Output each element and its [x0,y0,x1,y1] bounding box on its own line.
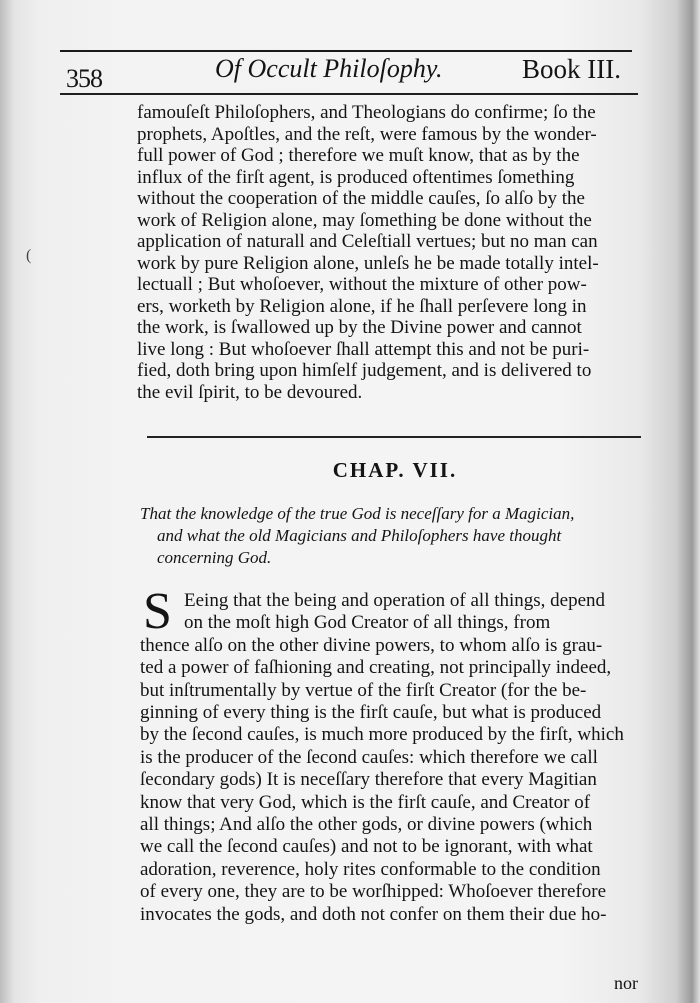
text-line: application of naturall and Celeſtiall vertues; but no man can [137,231,598,252]
continued-paragraph [137,102,645,403]
text-line: of every one, they are to be worſhipped: Whoſoever therefore [140,881,607,903]
text-line: on the moſt high God Creator of all things, from [184,612,551,634]
text-line: invocates the gods, and doth not confer on them their due ho- [140,903,607,925]
text-line: adoration, reverence, holy rites conformable to the condition [140,858,601,880]
chapter-title-line: That the knowledge of the true God is neceſſary for a Magician, [140,504,575,523]
text-line: work of Religion alone, may ſomething be done without the [137,209,592,231]
chapter-title [140,503,650,569]
catchword: nor [614,973,638,993]
chapter-title-line: concerning God. [157,548,272,567]
text-line: ted a power of faſhioning and creating, not principally indeed, [140,657,612,679]
text-line: Eeing that the being and operation of all things, depend [184,590,606,611]
text-line: prophets, Apoſtles, and the reſt, were famous by the wonder- [137,123,597,145]
text-line: ſecondary gods) It is neceſſary therefore that every Magitian [140,769,597,791]
text-line: fied, doth bring upon himſelf judgement, and is delivered to [137,360,592,381]
chapter-heading: CHAP. VII. [332,458,458,482]
text-line: by the ſecond cauſes, is much more produced by the firſt, which [140,724,624,746]
text-line: without the cooperation of the middle cauſes, ſo alſo by the [137,188,585,209]
text-line: thence alſo on the other divine powers, to whom alſo is grau- [140,634,603,656]
text-line: the work, is ſwallowed up by the Divine power and cannot [137,317,582,338]
text-line: we call the ſecond cauſes) and not to be ignorant, with what [140,836,593,858]
text-line: is the producer of the ſecond cauſes: which therefore we call [140,746,598,768]
running-header [60,52,640,92]
text-line: work by pure Religion alone, unleſs he be made totally intel- [137,252,599,274]
text-line: the evil ſpirit, to be devoured. [137,381,363,403]
header-rule [60,93,638,95]
running-title: Of Occult Philoſophy. [215,54,443,83]
text-line: all things; And alſo the other gods, or divine powers (which [140,814,593,836]
text-line: influx of the firſt agent, is produced oftentimes ſomething [137,166,575,188]
text-line: famouſeſt Philoſophers, and Theologians do confirme; ſo the [137,102,596,123]
text-line: ers, worketh by Religion alone, if he ſhall perſevere long in [137,295,587,317]
text-line: ginning of every thing is the firſt cauſe, but what is produced [140,702,602,724]
book-label: Book III. [522,54,621,84]
text-line: live long : But whoſoever ſhall attempt this and not be puri- [137,338,590,360]
section-rule [147,436,641,438]
text-line: know that very God, which is the firſt cauſe, and Creator of [140,791,591,813]
page-number: 358 [66,64,102,93]
drop-cap: S [143,583,172,640]
text-line: full power of God ; therefore we muſt know, that as by the [137,145,580,166]
chapter-paragraph [140,590,648,926]
text-line: lectuall ; But whoſoever, without the mixture of other pow- [137,274,587,295]
chapter-title-line: and what the old Magicians and Philoſophers have thought [157,526,562,545]
text-line: but inſtrumentally by vertue of the firſt Creator (for the be- [140,679,587,701]
margin-mark: ( [26,247,32,264]
